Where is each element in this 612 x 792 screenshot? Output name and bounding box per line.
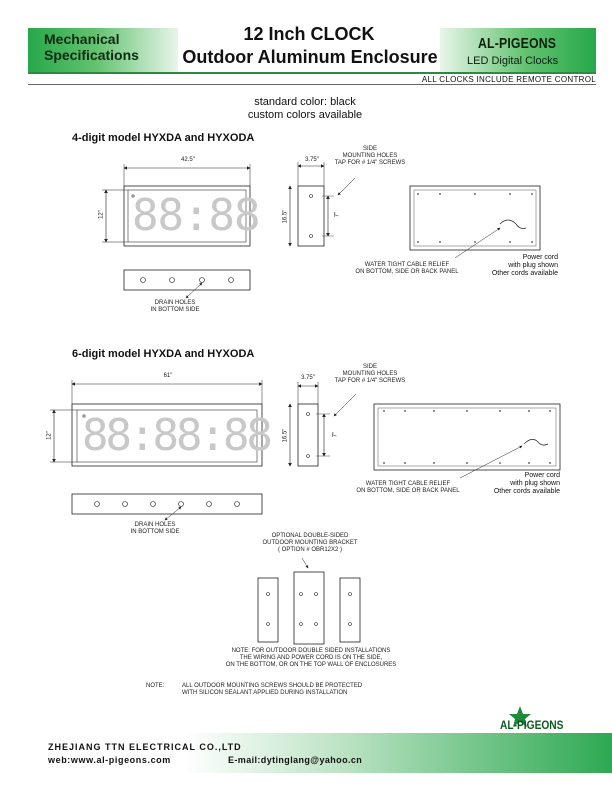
model4-side-note-line1: SIDE: [362, 146, 377, 152]
model6-power-note-line3: Other cords available: [493, 488, 560, 495]
section-label-line1: Mechanical: [44, 31, 120, 47]
model6-bottom-view: [72, 494, 262, 520]
model4-relief-note: [342, 262, 472, 276]
model6-relief-note: [340, 481, 476, 495]
model6-drain-note: [126, 522, 184, 536]
model6-height-dim: 12": [46, 431, 53, 440]
bracket-title-line2: OUTDOOR MOUNTING BRACKET: [262, 540, 358, 546]
bracket-title: [240, 533, 380, 554]
model6-power-note-line2: with plug shown: [510, 480, 560, 487]
model4-side-note-line3: TAP FOR # 1/4" SCREWS: [334, 160, 406, 166]
brand-tagline: LED Digital Clocks: [467, 55, 559, 67]
model4-drain-note-line1: DRAIN HOLES: [154, 300, 196, 306]
model4-heading: 4-digit model HYXDA and HYXODA: [72, 132, 255, 144]
model6-side-view: [290, 382, 356, 466]
model6-power-note: [472, 472, 560, 496]
model4-power-note-line1: Power cord: [522, 254, 558, 261]
model4-bottom-view: [124, 270, 250, 298]
note-text-line1: ALL OUTDOOR MOUNTING SCREWS SHOULD BE PROTECTED: [182, 683, 363, 689]
note-label: NOTE:: [146, 683, 165, 689]
bracket-note: [206, 648, 416, 669]
model6-side-note-line1: SIDE: [362, 364, 377, 370]
page-title: 12 Inch CLOCK: [243, 24, 375, 44]
model6-drain-note-line1: DRAIN HOLES: [134, 522, 176, 528]
model4-back-view: [410, 186, 540, 258]
color-note-line1: standard color: black: [254, 96, 356, 108]
model6-drain-note-line2: IN BOTTOM SIDE: [130, 529, 180, 535]
model6-side-note-line2: MOUNTING HOLES: [342, 371, 398, 377]
company-name: ZHEJIANG TTN ELECTRICAL CO.,LTD: [48, 742, 242, 752]
bracket-drawing: [258, 558, 360, 644]
model4-side-view: [290, 162, 355, 246]
bracket-note-line1: NOTE: FOR OUTDOOR DOUBLE SIDED INSTALLATIONS: [231, 648, 391, 654]
model4-power-note: [470, 254, 558, 278]
color-note-line2: custom colors available: [247, 109, 363, 121]
model4-power-note-line3: Other cords available: [491, 270, 558, 277]
model6-side-note: [322, 364, 418, 385]
bracket-note-line2: THE WIRING AND POWER CORD IS ON THE SIDE,: [239, 655, 383, 661]
model4-relief-note-line1: WATER TIGHT CABLE RELIEF: [364, 262, 450, 268]
model6-back-view: [374, 404, 560, 478]
model6-side-height-dim: 16.5": [282, 428, 289, 443]
bracket-title-line3: ( OPTION # OBR12X2 ): [277, 547, 343, 553]
model4-power-note-line2: with plug shown: [508, 262, 558, 269]
email-link[interactable]: E-mail:dytinglang@yahoo.cn: [228, 755, 363, 765]
remote-note: ALL CLOCKS INCLUDE REMOTE CONTROL: [421, 75, 596, 84]
model4-depth-dim: 3.75": [305, 157, 319, 163]
model4-drain-note: [146, 300, 204, 314]
model4-height-dim: 12": [98, 210, 105, 219]
bracket-title-line1: OPTIONAL DOUBLE-SIDED: [271, 533, 349, 539]
brand-logo: AL-PIGEONS: [478, 35, 557, 52]
section-label-line2: Specifications: [44, 47, 139, 63]
model6-relief-note-line2: ON BOTTOM, SIDE OR BACK PANEL: [356, 488, 460, 494]
model6-hole-spacing-dim: 7": [332, 431, 339, 438]
footer-logo: AL-PIGEONS: [500, 718, 564, 732]
model6-display: 88:88:88: [82, 410, 270, 461]
model6-width-dim: 61": [163, 373, 173, 379]
website-link[interactable]: web:www.al-pigeons.com: [48, 755, 171, 765]
page-subtitle: Outdoor Aluminum Enclosure: [182, 47, 438, 67]
model6-depth-dim: 3.75": [301, 375, 315, 381]
footer-band: [0, 733, 612, 773]
model6-heading: 6-digit model HYXDA and HYXODA: [72, 348, 255, 360]
model4-side-note-line2: MOUNTING HOLES: [342, 153, 398, 159]
model4-hole-spacing-dim: 7": [334, 211, 341, 218]
model6-power-note-line1: Power cord: [524, 472, 560, 479]
model4-width-dim: 42.5": [181, 157, 195, 163]
note-text-line2: WITH SILICON SEALANT APPLIED DURING INSTALLATION: [182, 690, 348, 696]
model4-relief-note-line2: ON BOTTOM, SIDE OR BACK PANEL: [355, 269, 459, 275]
model6-relief-note-line1: WATER TIGHT CABLE RELIEF: [365, 481, 451, 487]
model4-display: 88:88: [132, 190, 260, 241]
bracket-note-line3: ON THE BOTTOM, OR ON THE TOP WALL OF ENCLOSURES: [225, 662, 397, 668]
model6-side-note-line3: TAP FOR # 1/4" SCREWS: [334, 378, 406, 384]
model4-drain-note-line2: IN BOTTOM SIDE: [150, 307, 200, 313]
model4-side-height-dim: 16.5": [282, 209, 289, 224]
note-text: [182, 683, 422, 697]
model4-side-note: [322, 146, 418, 167]
